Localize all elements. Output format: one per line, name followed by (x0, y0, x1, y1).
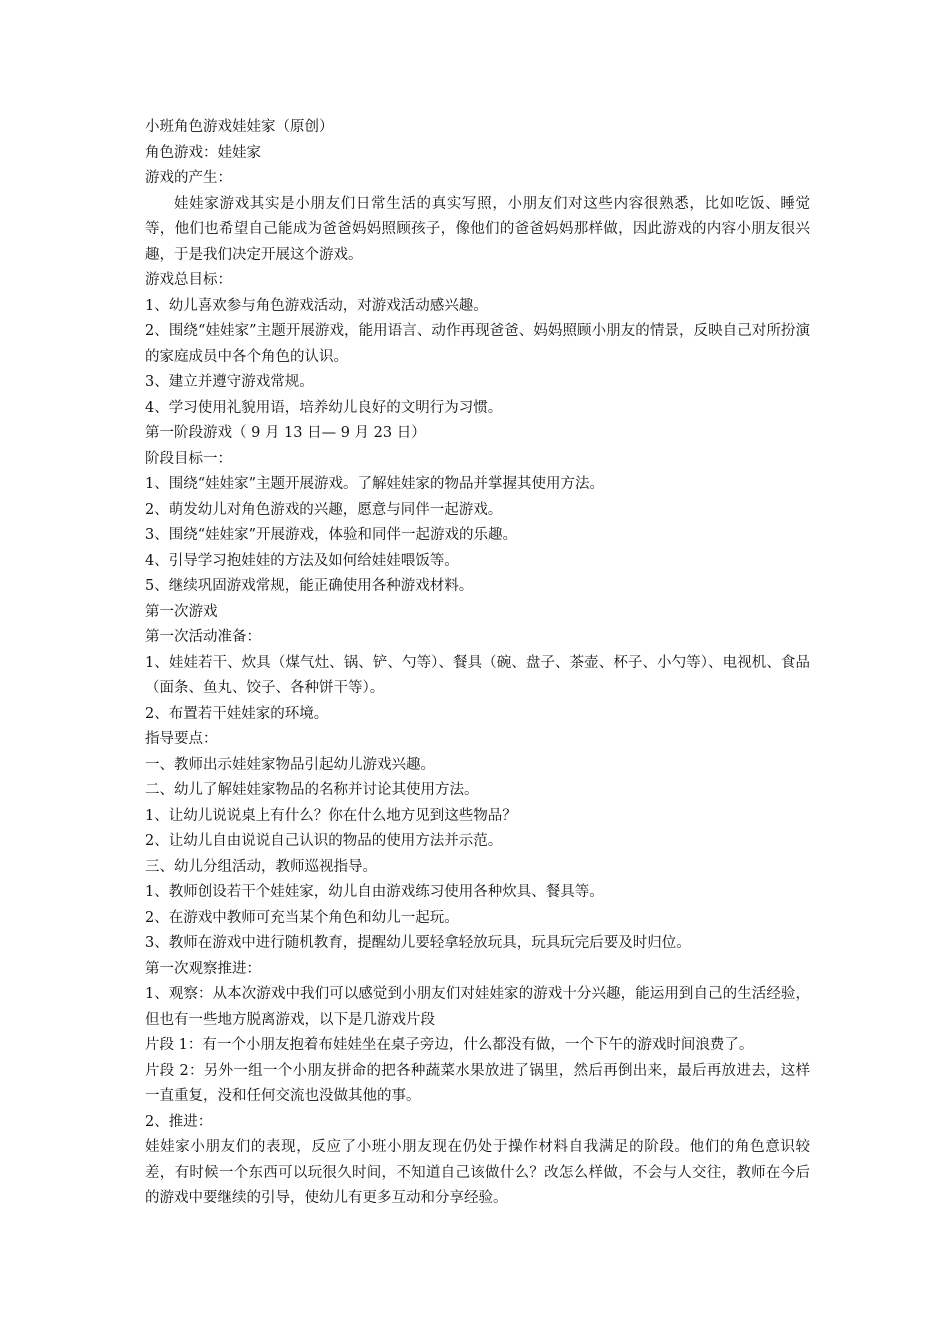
stage-goal-item: 4、引导学习抱娃娃的方法及如何给娃娃喂饭等。 (145, 552, 459, 569)
observation-heading: 第一次观察推进： (145, 960, 261, 977)
guidance-line: 2、在游戏中教师可充当某个角色和幼儿一起玩。 (145, 909, 459, 926)
advance-paragraph: 娃娃家小朋友们的表现，反应了小班小朋友现在仍处于操作材料自我满足的阶段。他们的角色意识较差，有时候一个东西可以玩很久时间，不知道自己该做什么？改怎么样做，不会与人交往，教师在今后的游戏中要继续的引导，使幼儿有更多互动和分享经验。 (145, 1139, 810, 1206)
guidance-line: 2、让幼儿自由说说自己认识的物品的使用方法并示范。 (145, 833, 503, 849)
document-title: 小班角色游戏娃娃家（原创） (145, 119, 334, 135)
guidance-line: 1、教师创设若干个娃娃家，幼儿自由游戏练习使用各种炊具、餐具等。 (145, 884, 604, 900)
overall-goal-item: 1、幼儿喜欢参与角色游戏活动，对游戏活动感兴趣。 (145, 297, 488, 314)
preparation-item: 1、娃娃若干、炊具（煤气灶、锅、铲、勺等）、餐具（碗、盘子、茶壶、杯子、小勺等）、电视机、食品（面条、鱼丸、饺子、各种饼干等）。 (145, 654, 810, 696)
stage-goal-item: 1、围绕“娃娃家”主题开展游戏。了解娃娃家的物品并掌握其使用方法。 (145, 476, 605, 492)
preparation-item: 2、布置若干娃娃家的环境。 (145, 705, 329, 722)
origin-paragraph: 娃娃家游戏其实是小朋友们日常生活的真实写照，小朋友们对这些内容很熟悉，比如吃饭、睡觉等，他们也希望自己能成为爸爸妈妈照顾孩子，像他们的爸爸妈妈那样做，因此游戏的内容小朋友很兴趣，于是我们决定开展这个游戏。 (145, 195, 810, 263)
guidance-heading: 指导要点： (145, 731, 218, 747)
overall-goal-item: 3、建立并遵守游戏常规。 (145, 374, 314, 390)
game-name: 角色游戏：娃娃家 (145, 144, 261, 161)
overall-goals-heading: 游戏总目标： (145, 272, 232, 288)
guidance-line: 三、幼儿分组活动，教师巡视指导。 (145, 858, 377, 875)
stage-goal-item: 3、围绕“娃娃家”开展游戏，体验和同伴一起游戏的乐趣。 (145, 527, 518, 543)
document-page (145, 115, 810, 1212)
preparation-heading: 第一次活动准备： (145, 629, 261, 645)
fragment-paragraph: 片段 1：有一个小朋友抱着布娃娃坐在桌子旁边，什么都没有做，一个下午的游戏时间浪费了。 (145, 1037, 754, 1053)
stage-goal-item: 2、萌发幼儿对角色游戏的兴趣，愿意与同伴一起游戏。 (145, 501, 503, 518)
overall-goal-item: 4、学习使用礼貌用语，培养幼儿良好的文明行为习惯。 (145, 399, 503, 416)
stage-goal-item: 5、继续巩固游戏常规，能正确使用各种游戏材料。 (145, 578, 474, 594)
stage-goals-heading: 阶段目标一： (145, 450, 232, 467)
observation-paragraph: 1、观察：从本次游戏中我们可以感觉到小朋友们对娃娃家的游戏十分兴趣，能运用到自己的生活经验，但也有一些地方脱离游戏，以下是几游戏片段 (145, 986, 810, 1028)
guidance-line: 1、让幼儿说说桌上有什么？你在什么地方见到这些物品？ (145, 807, 517, 824)
guidance-line: 一、教师出示娃娃家物品引起幼儿游戏兴趣。 (145, 756, 435, 773)
stage-one-heading: 第一阶段游戏（ 9 月 13 日— 9 月 23 日） (145, 425, 426, 441)
overall-goal-item: 2、围绕“娃娃家”主题开展游戏，能用语言、动作再现爸爸、妈妈照顾小朋友的情景，反映自己对所扮演的家庭成员中各个角色的认识。 (145, 323, 810, 365)
first-game-heading: 第一次游戏 (145, 603, 218, 620)
origin-heading: 游戏的产生： (145, 170, 232, 186)
guidance-line: 3、教师在游戏中进行随机教育，提醒幼儿要轻拿轻放玩具，玩具玩完后要及时归位。 (145, 935, 691, 951)
advance-heading: 2、推进： (145, 1113, 213, 1130)
fragment-paragraph: 片段 2：另外一组一个小朋友拼命的把各种蔬菜水果放进了锅里，然后再倒出来，最后再放进去，这样一直重复，没和任何交流也没做其他的事。 (145, 1062, 810, 1104)
guidance-line: 二、幼儿了解娃娃家物品的名称并讨论其使用方法。 (145, 782, 479, 798)
